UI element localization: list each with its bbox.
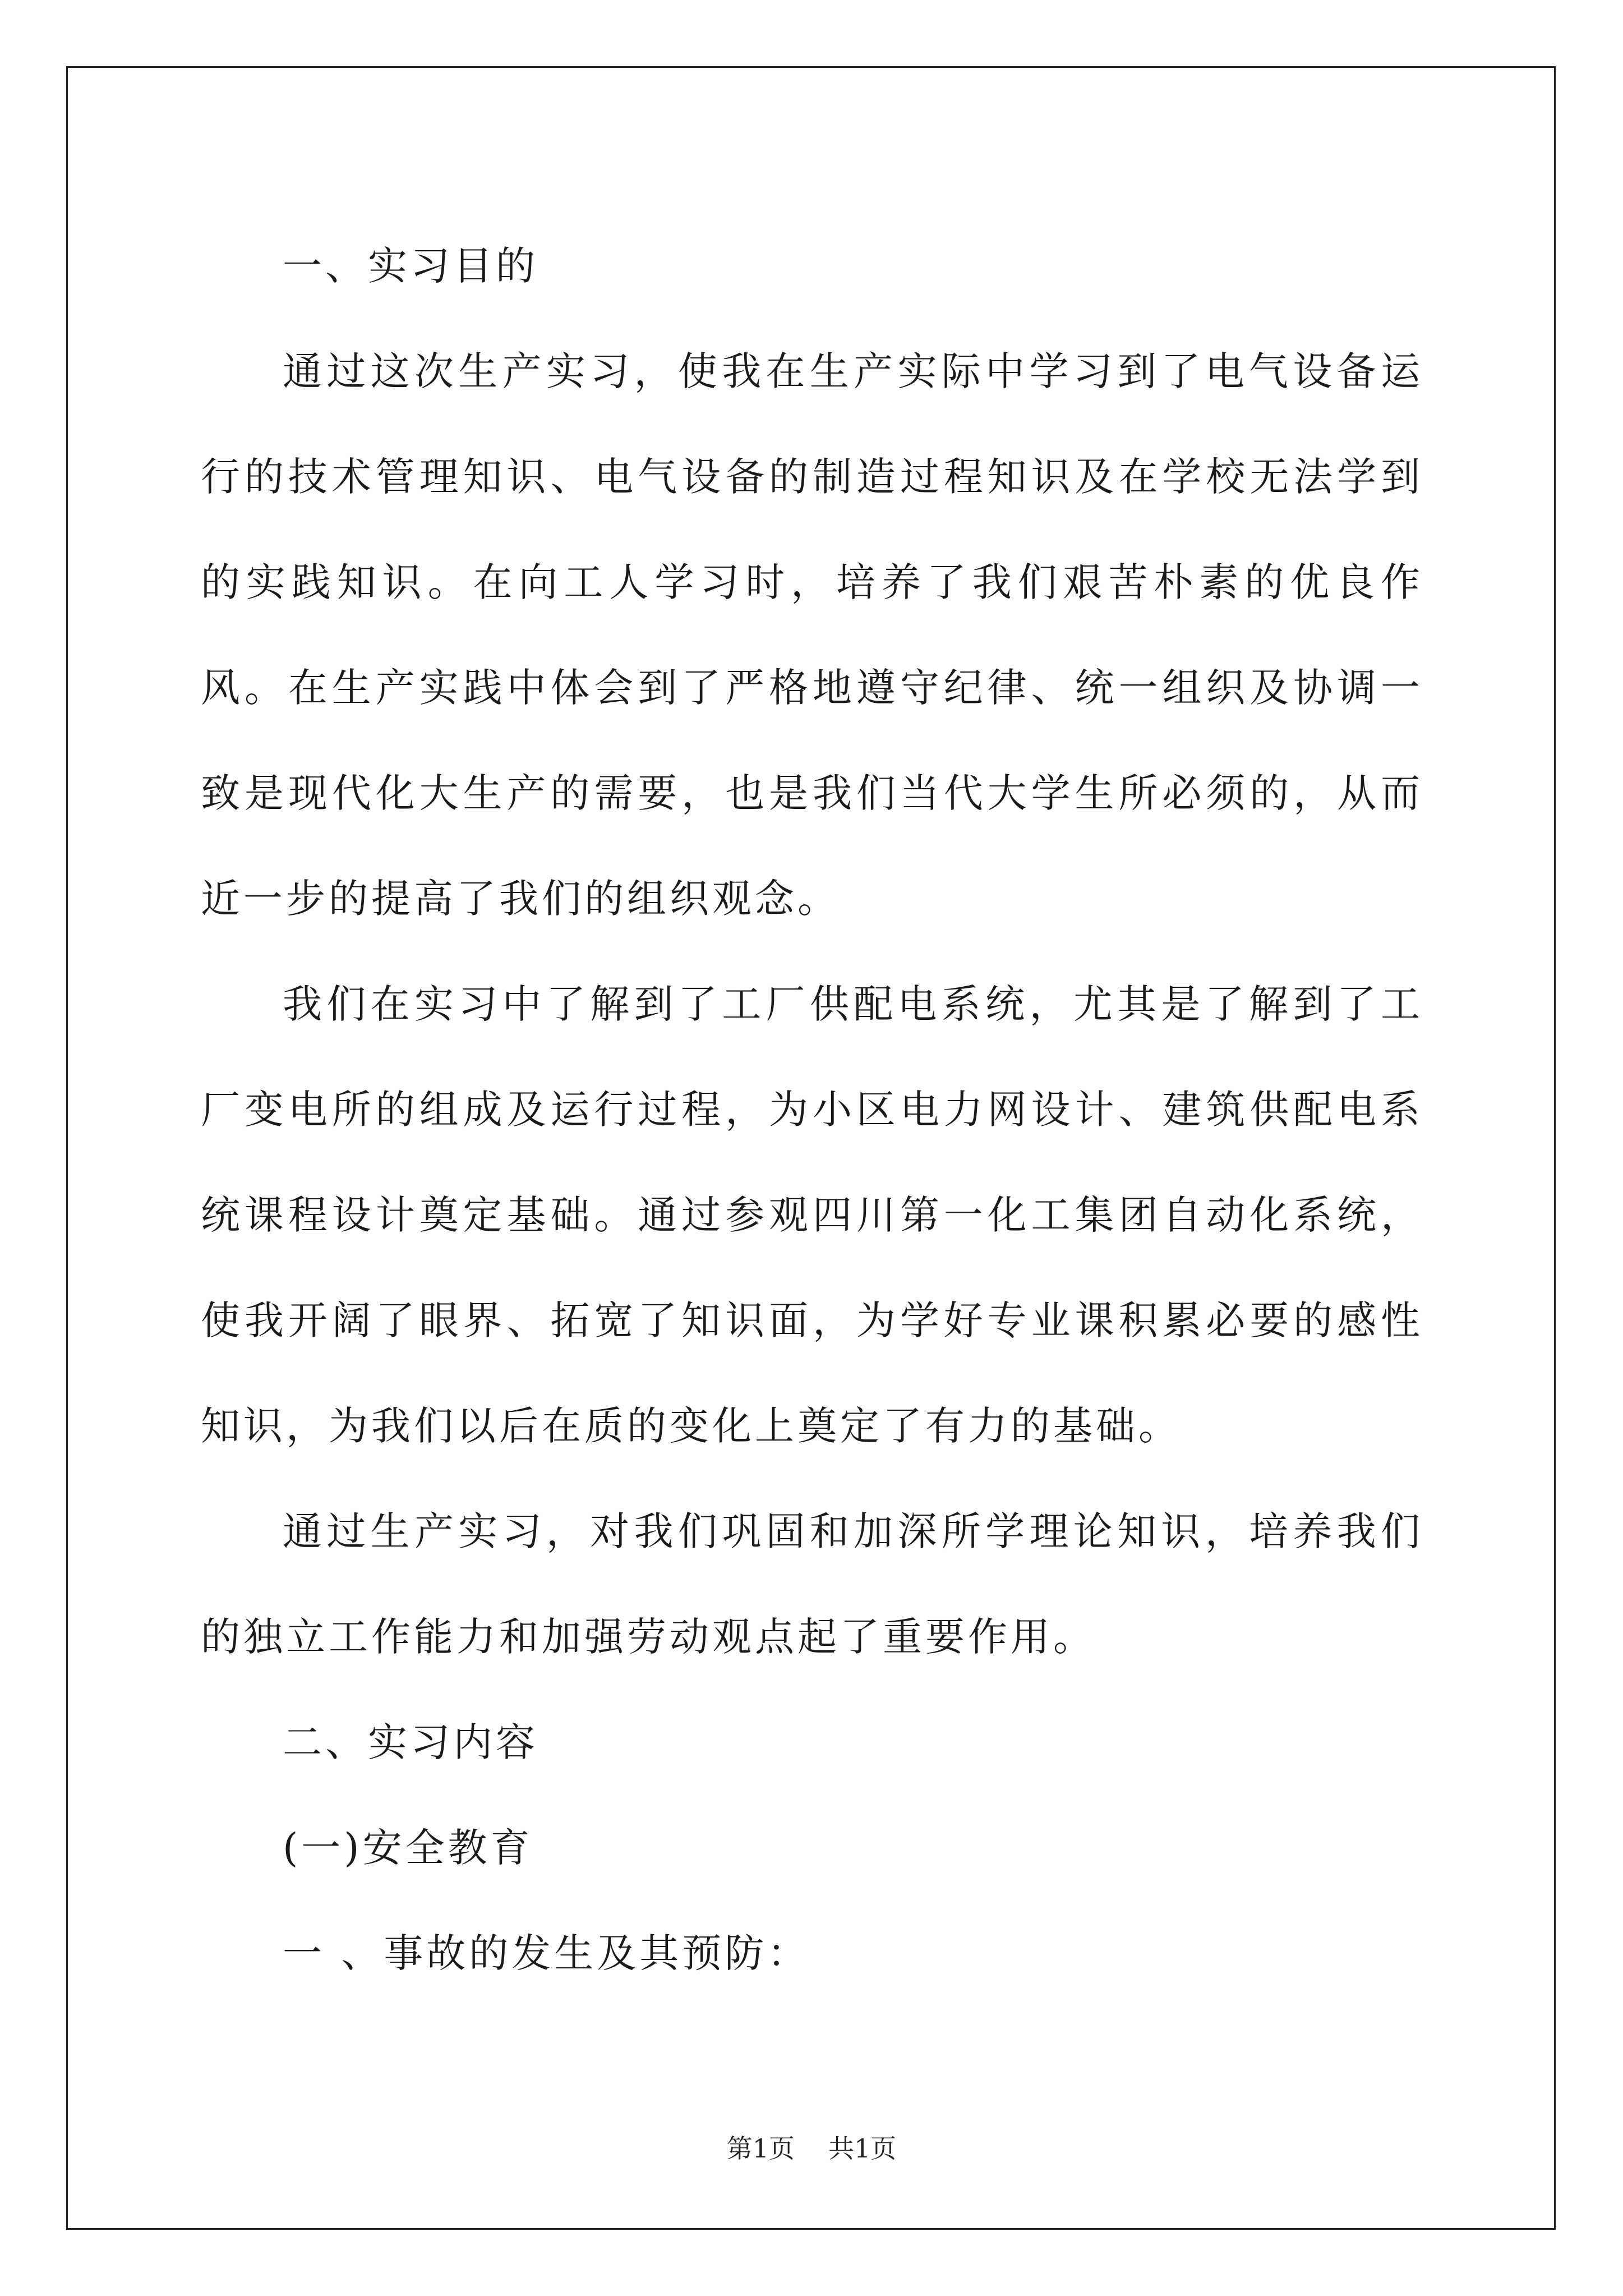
heading-internship-purpose: 一、实习目的 [283, 243, 538, 289]
paragraph-purpose-2: 我们在实习中了解到了工厂供配电系统，尤其是了解到了工厂变电所的组成及运行过程，为小区电力网设计、建筑供配电系统课程设计奠定基础。通过参观四川第一化工集团自动化系统，使我开阔了眼界、拓宽了知识面，为学好专业课积累必要的感性知识，为我们以后在质的变化上奠定了有力的基础。 [201, 981, 1423, 1449]
page-footer [0, 2132, 1623, 2165]
page-total: 共1页 [828, 2133, 897, 2164]
paragraph-purpose-3: 通过生产实习，对我们巩固和加深所学理论知识，培养我们的独立工作能力和加强劳动观点起了重要作用。 [201, 1508, 1423, 1660]
paragraph-purpose-1: 通过这次生产实习，使我在生产实际中学习到了电气设备运行的技术管理知识、电气设备的制造过程知识及在学校无法学到的实践知识。在向工人学习时，培养了我们艰苦朴素的优良作风。在生产实践中体会到了严格地遵守纪律、统一组织及协调一致是现代化大生产的需要，也是我们当代大学生所必须的，从而近一步的提高了我们的组织观念。 [201, 348, 1423, 922]
page-number: 第1页 [726, 2133, 795, 2164]
subheading-accident-prevention: 一 、事故的发生及其预防： [283, 1930, 810, 1976]
subheading-safety-education: (一)安全教育 [283, 1825, 533, 1871]
document-body [201, 213, 1423, 2006]
heading-internship-content: 二、实习内容 [283, 1719, 538, 1765]
